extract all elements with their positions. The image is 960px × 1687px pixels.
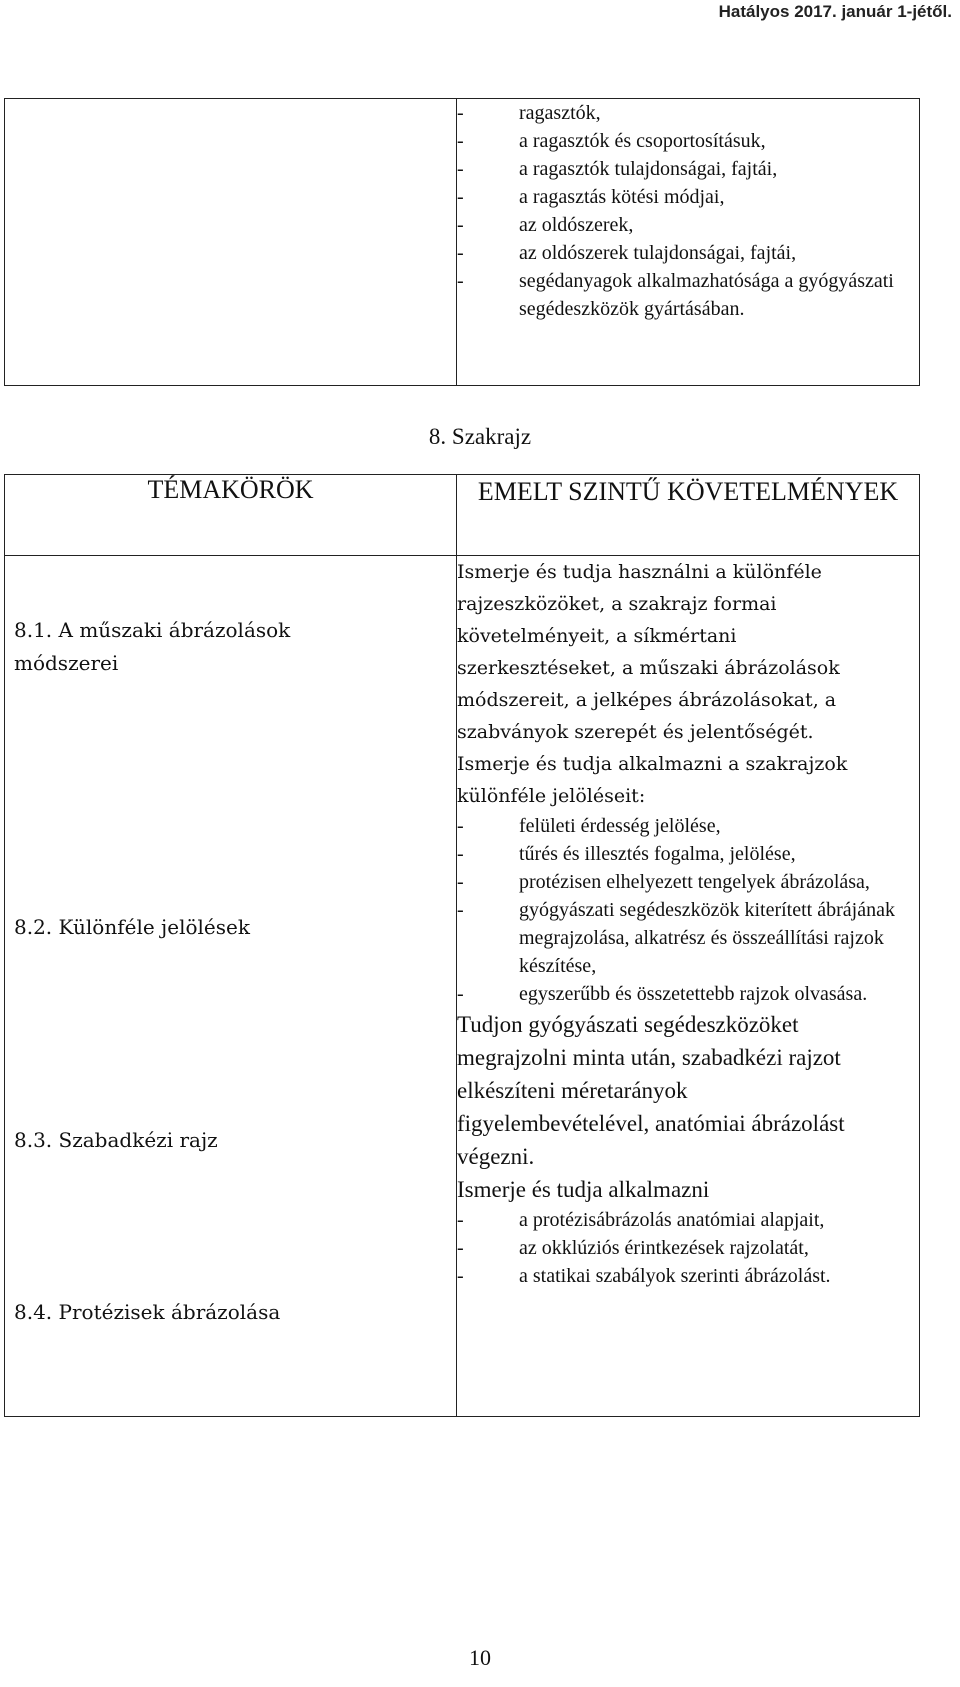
list-item: - a ragasztás kötési módjai, bbox=[457, 183, 919, 211]
list-item: - az oldószerek, bbox=[457, 211, 919, 239]
empty-topic-cell bbox=[5, 99, 457, 386]
materials-list-cell bbox=[457, 99, 920, 386]
list-item: - a statikai szabályok szerinti ábrázolást. bbox=[457, 1262, 919, 1290]
list-item: - a protézisábrázolás anatómiai alapjait, bbox=[457, 1206, 919, 1234]
topic-8-2: 8.2. Különféle jelölések bbox=[14, 915, 250, 939]
list-item: - az okklúziós érintkezések rajzolatát, bbox=[457, 1234, 919, 1262]
list-item: - ragasztók, bbox=[457, 99, 919, 127]
list-item: - a ragasztók és csoportosításuk, bbox=[457, 127, 919, 155]
list-item: - a ragasztók tulajdonságai, fajtái, bbox=[457, 155, 919, 183]
section-title: 8. Szakrajz bbox=[428, 424, 532, 449]
topic-8-4: 8.4. Protézisek ábrázolása bbox=[14, 1300, 281, 1324]
topic-8-1: 8.1. A műszaki ábrázolások módszerei bbox=[14, 618, 291, 675]
list-item: - segédanyagok alkalmazhatósága a gyógyászati segédeszközök gyártásában. bbox=[457, 267, 919, 323]
topic-8-3: 8.3. Szabadkézi rajz bbox=[14, 1128, 218, 1152]
list-item: - az oldószerek tulajdonságai, fajtái, bbox=[457, 239, 919, 267]
list-item: - felületi érdesség jelölése, bbox=[457, 812, 919, 840]
prosthesis-list bbox=[457, 1206, 919, 1290]
page-number: 10 bbox=[469, 1645, 491, 1670]
list-item: - gyógyászati segédeszközök kiterített ábrájának megrajzolása, alkatrész és összeállítási rajzok készítése, bbox=[457, 896, 919, 980]
list-item: - tűrés és illesztés fogalma, jelölése, bbox=[457, 840, 919, 868]
requirement-markings-intro: Ismerje és tudja alkalmazni a szakrajzok különféle jelöléseit: bbox=[457, 753, 848, 807]
requirements-header: EMELT SZINTŰ KÖVETELMÉNYEK bbox=[457, 475, 920, 556]
requirement-drawing-tools: Ismerje és tudja használni a különféle rajzeszközöket, a szakrajz formai követelményeit, a síkmértani szerkesztéseket, a műszaki ábrázolások módszereit, a jelképes ábrázolásokat, a szabványok szerepét és jelentőségét. bbox=[457, 561, 840, 743]
validity-note: Hatályos 2017. január 1-jétől. bbox=[718, 2, 952, 21]
requirement-prosthesis-intro: Ismerje és tudja alkalmazni bbox=[457, 1177, 710, 1202]
list-item: - protézisen elhelyezett tengelyek ábrázolása, bbox=[457, 868, 919, 896]
requirements-table bbox=[4, 474, 920, 1417]
topics-cell bbox=[5, 556, 457, 1417]
list-item: - egyszerűbb és összetettebb rajzok olvasása. bbox=[457, 980, 919, 1008]
materials-list bbox=[457, 99, 919, 323]
topics-header: TÉMAKÖRÖK bbox=[5, 475, 457, 556]
requirement-freehand: Tudjon gyógyászati segédeszközöket megrajzolni minta után, szabadkézi rajzot elkészíteni méretarányok figyelembevételével, anatómiai ábrázolást végezni. bbox=[457, 1012, 845, 1169]
requirements-cell bbox=[457, 556, 920, 1417]
continuation-table bbox=[4, 98, 920, 386]
markings-list bbox=[457, 812, 919, 1008]
